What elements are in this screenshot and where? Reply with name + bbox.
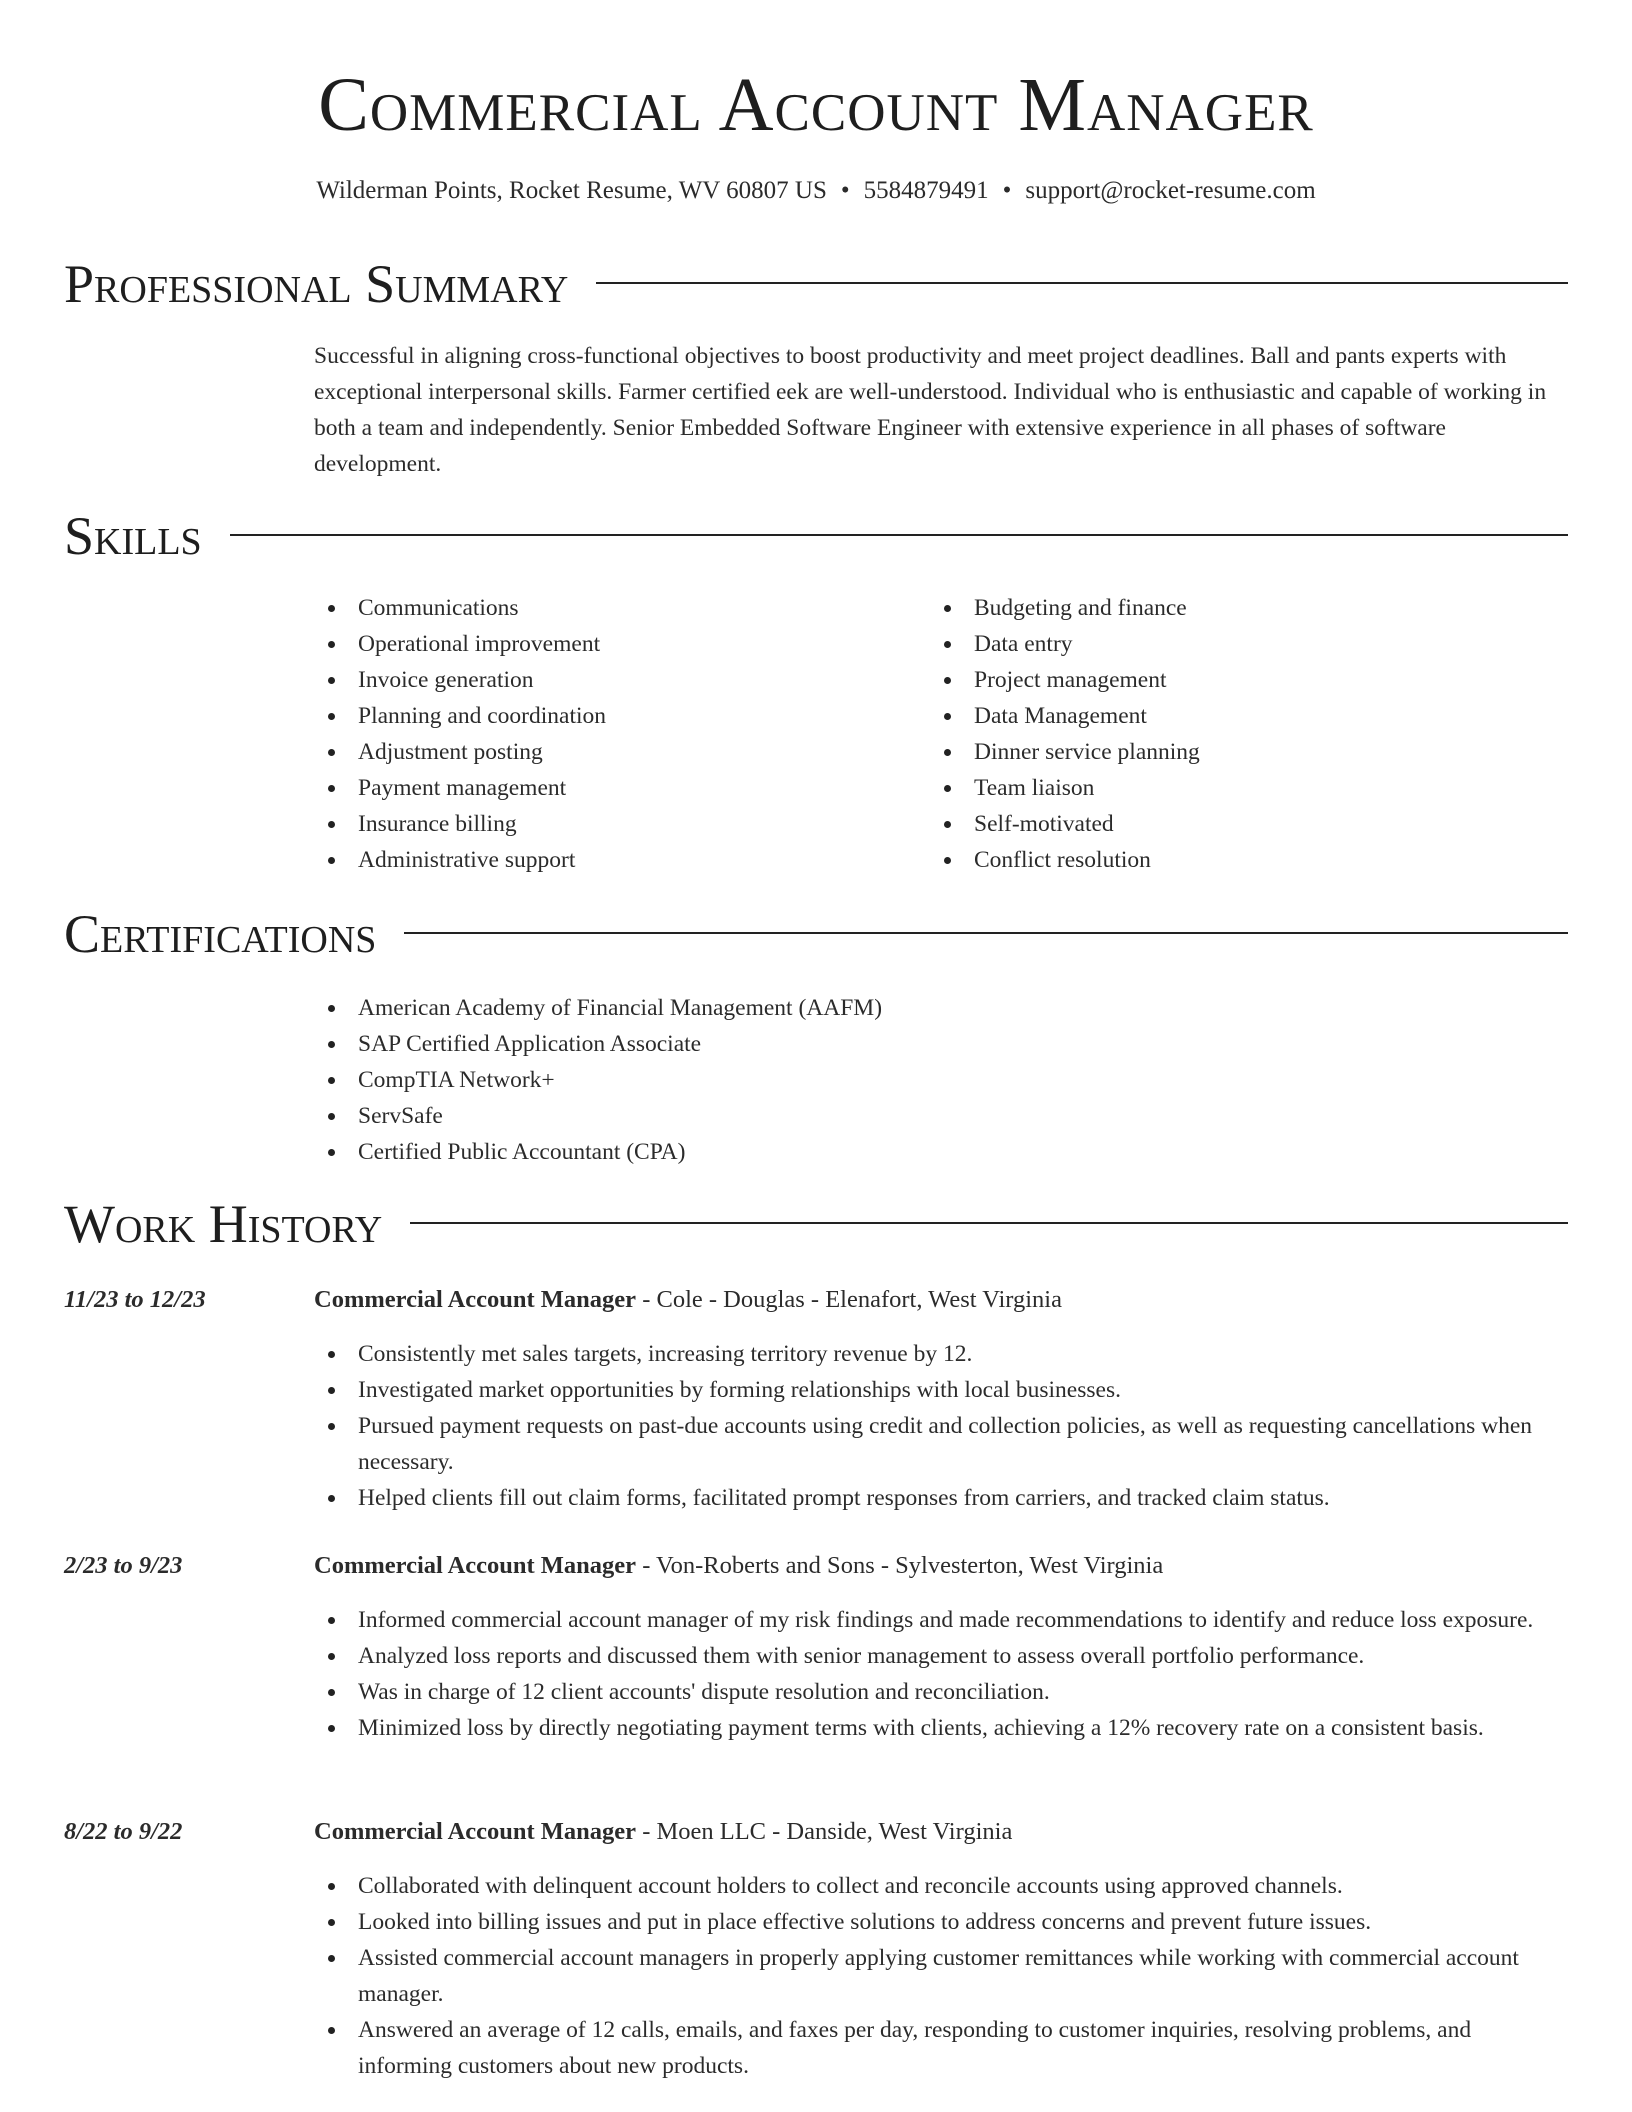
job-role: Commercial Account Manager (314, 1286, 637, 1313)
skill-item: Administrative support (314, 842, 914, 878)
skill-item: Data Management (930, 698, 1530, 734)
job-role: Commercial Account Manager (314, 1818, 637, 1845)
separator-dot: • (1002, 177, 1012, 204)
skill-item: Operational improvement (314, 626, 914, 662)
section-title-certifications: Certifications (64, 904, 404, 964)
skill-item: Dinner service planning (930, 734, 1530, 770)
section-rule (64, 534, 1568, 536)
job-bullet: Pursued payment requests on past-due accounts using credit and collection policies, as well as requesting cancellations when necessary. (314, 1408, 1568, 1480)
job-role: Commercial Account Manager (314, 1552, 637, 1579)
contact-email: support@rocket-resume.com (1025, 177, 1316, 204)
job-bullet: Helped clients fill out claim forms, facilitated prompt responses from carriers, and tracked claim status. (314, 1480, 1568, 1516)
job-dates: 11/23 to 12/23 (64, 1286, 206, 1313)
skill-item: Adjustment posting (314, 734, 914, 770)
section-header-certifications (64, 904, 1568, 964)
skill-item: Self-motivated (930, 806, 1530, 842)
certification-item: CompTIA Network+ (314, 1062, 1568, 1098)
skills-list-left (314, 590, 914, 878)
certification-item: ServSafe (314, 1098, 1568, 1134)
contact-address: Wilderman Points, Rocket Resume, WV 60807 US (316, 177, 827, 204)
job-bullets (314, 1868, 1568, 2084)
job-bullet: Minimized loss by directly negotiating payment terms with clients, achieving a 12% recovery rate on a consistent basis. (314, 1710, 1568, 1746)
job-bullet: Assisted commercial account managers in properly applying customer remittances while working with commercial account manager. (314, 1940, 1568, 2012)
skill-item: Payment management (314, 770, 914, 806)
job-bullet: Investigated market opportunities by forming relationships with local businesses. (314, 1372, 1568, 1408)
candidate-name: Commercial Account Manager (318, 63, 1314, 147)
skill-item: Planning and coordination (314, 698, 914, 734)
contact-phone: 5584879491 (863, 177, 989, 204)
job-title-line (314, 1816, 1012, 1848)
job-bullet: Consistently met sales targets, increasing territory revenue by 12. (314, 1336, 1568, 1372)
job-employer: - Von-Roberts and Sons - Sylvesterton, West Virginia (636, 1552, 1164, 1579)
skill-item: Team liaison (930, 770, 1530, 806)
certifications-list (314, 990, 1568, 1170)
skill-item: Insurance billing (314, 806, 914, 842)
job-bullet: Informed commercial account manager of my risk findings and made recommendations to identify and reduce loss exposure. (314, 1602, 1568, 1638)
job-employer: - Cole - Douglas - Elenafort, West Virginia (636, 1286, 1062, 1313)
separator-dot: • (840, 177, 850, 204)
skill-item: Invoice generation (314, 662, 914, 698)
job-dates: 8/22 to 9/22 (64, 1818, 183, 1845)
job-bullets (314, 1336, 1568, 1516)
certification-item: Certified Public Accountant (CPA) (314, 1134, 1568, 1170)
job-title-line (314, 1550, 1163, 1582)
skill-item: Project management (930, 662, 1530, 698)
job-bullet: Looked into billing issues and put in place effective solutions to address concerns and prevent future issues. (314, 1904, 1568, 1940)
job-bullet: Collaborated with delinquent account holders to collect and reconcile accounts using approved channels. (314, 1868, 1568, 1904)
skill-item: Data entry (930, 626, 1530, 662)
job-bullets (314, 1602, 1568, 1746)
section-title-skills: Skills (64, 506, 230, 566)
summary-text: Successful in aligning cross-functional objectives to boost productivity and meet project deadlines. Ball and pants experts with exceptional interpersonal skills. Farmer certified eek are well-understood. Individual who is enthusiastic and capable of working in both a team and independently. Senior Embedded Software Engineer with extensive experience in all phases of software development. (314, 343, 1547, 477)
section-header-summary (64, 254, 1568, 314)
skill-item: Communications (314, 590, 914, 626)
job-bullet: Answered an average of 12 calls, emails, and faxes per day, responding to customer inquiries, resolving problems, and informing customers about new products. (314, 2012, 1568, 2084)
section-header-work-history (64, 1194, 1568, 1254)
job-title-line (314, 1284, 1062, 1316)
skill-item: Conflict resolution (930, 842, 1530, 878)
skill-item: Budgeting and finance (930, 590, 1530, 626)
certification-item: American Academy of Financial Management (AAFM) (314, 990, 1568, 1026)
certification-item: SAP Certified Application Associate (314, 1026, 1568, 1062)
section-title-summary: Professional Summary (64, 254, 596, 314)
job-bullet: Was in charge of 12 client accounts' dispute resolution and reconciliation. (314, 1674, 1568, 1710)
contact-line (0, 176, 1632, 206)
skills-list-right (930, 590, 1530, 878)
section-title-work-history: Work History (64, 1194, 410, 1254)
job-bullet: Analyzed loss reports and discussed them with senior management to assess overall portfolio performance. (314, 1638, 1568, 1674)
section-header-skills (64, 506, 1568, 566)
job-dates: 2/23 to 9/23 (64, 1552, 183, 1579)
job-employer: - Moen LLC - Danside, West Virginia (636, 1818, 1013, 1845)
